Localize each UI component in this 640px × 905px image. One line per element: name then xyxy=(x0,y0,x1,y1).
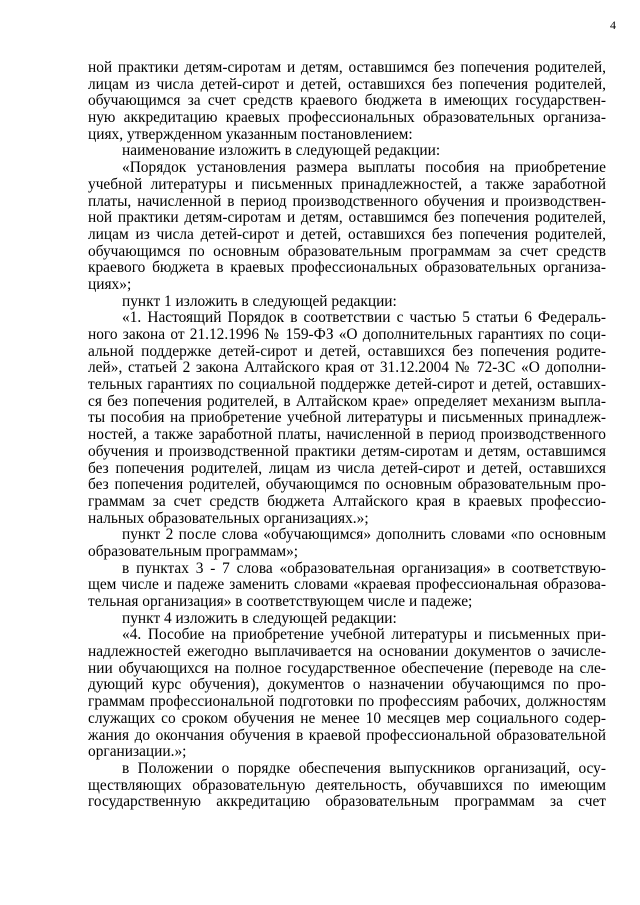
document-body xyxy=(88,60,606,811)
text-line: обучающимся за счет средств краевого бюджета в имеющих государствен- xyxy=(88,92,606,110)
text-line: государственную аккредитацию образовательным программам за счет xyxy=(88,793,606,811)
text-line: образовательным программам»; xyxy=(88,542,299,560)
text-line: лей», статьей 2 закона Алтайского края от 31.12.2004 № 72-ЗС «О дополни- xyxy=(88,359,606,377)
text-line: пункт 1 изложить в следующей редакции: xyxy=(122,292,397,310)
text-line: ного закона от 21.12.1996 № 159-ФЗ «О дополнительных гарантиях по соци- xyxy=(88,326,606,343)
text-line: ной практики детям-сиротам и детям, оставшимся без попечения родителей, xyxy=(88,59,606,76)
text-line: ся без попечения родителей, в Алтайском крае» определяет механизм выпла- xyxy=(88,392,606,410)
paragraph xyxy=(88,310,606,527)
text-line: ществляющих образовательную деятельность, обучавшихся по имеющим xyxy=(88,776,606,794)
text-line: без попечения родителей, лицам из числа детей-сирот и детей, оставшихся xyxy=(88,459,606,477)
text-line: нальных образовательных организациях.»; xyxy=(88,509,369,527)
text-line: «1. Настоящий Порядок в соответствии с частью 5 статьи 6 Федераль- xyxy=(122,309,606,327)
paragraph xyxy=(88,611,606,628)
text-line: в пунктах 3 - 7 слова «образовательная организация» в соответствую- xyxy=(122,559,606,577)
text-line: граммам за счет средств бюджета Алтайского края в краевых профессио- xyxy=(88,492,606,510)
paragraph xyxy=(88,561,606,611)
text-line: пункт 2 после слова «обучающимся» дополнить словами «по основным xyxy=(122,526,606,544)
text-line: тельная организация» в соответствующем числе и падеже; xyxy=(88,593,473,610)
text-line: краевого бюджета в краевых профессиональных образовательных организа- xyxy=(88,259,606,277)
text-line: нии обучающихся на полное государственное обеспечение (переводе на сле- xyxy=(88,659,606,677)
text-line: тельных гарантиях по социальной поддержке детей-сирот и детей, оставших- xyxy=(88,376,606,394)
text-line: ты пособия на приобретение учебной литературы и письменных принадлеж- xyxy=(88,409,606,427)
text-line: циях, утвержденном указанным постановлением: xyxy=(88,125,413,143)
text-line: щем числе и падеже заменить словами «краевая профессиональная образова- xyxy=(88,576,606,594)
paragraph xyxy=(88,761,606,811)
text-line: без попечения родителей, обучающимся по основным образовательным про- xyxy=(88,476,606,494)
text-line: ной практики детям-сиротам и детям, оставшимся без попечения родителей, xyxy=(88,209,606,227)
text-line: альной поддержке детей-сирот и детей, оставшихся без попечения родите- xyxy=(88,342,606,360)
paragraph xyxy=(88,143,606,160)
text-line: организации.»; xyxy=(88,743,187,761)
text-line: жания до окончания обучения в краевой профессиональной образовательной xyxy=(88,726,606,744)
text-line: циях»; xyxy=(88,275,132,293)
text-line: учебной литературы и письменных принадлежностей, а также заработной xyxy=(88,175,606,193)
text-line: «Порядок установления размера выплаты пособия на приобретение xyxy=(122,159,606,177)
paragraph xyxy=(88,627,606,761)
text-line: пункт 4 изложить в следующей редакции: xyxy=(122,609,397,627)
page-number: 4 xyxy=(610,18,616,32)
text-line: обучающимся по основным образовательным программам за счет средств xyxy=(88,242,606,260)
text-line: лицам из числа детей-сирот и детей, оставшихся без попечения родителей, xyxy=(88,75,606,93)
text-line: граммам профессиональной подготовки по профессиям рабочих, должностям xyxy=(88,693,606,711)
text-line: в Положении о порядке обеспечения выпускников организаций, осу- xyxy=(122,759,606,777)
paragraph xyxy=(88,527,606,560)
text-line: ностей, а также заработной платы, начисленной в период производственного xyxy=(88,426,606,444)
text-line: лицам из числа детей-сирот и детей, оставшихся без попечения родителей, xyxy=(88,225,606,243)
paragraph xyxy=(88,160,606,294)
text-line: служащих со сроком обучения не менее 10 месяцев мер социального содер- xyxy=(88,709,606,727)
text-line: наименование изложить в следующей редакции: xyxy=(122,142,441,160)
text-line: «4. Пособие на приобретение учебной литературы и письменных при- xyxy=(122,626,606,644)
text-line: обучения и производственной практики детям-сиротам и детям, оставшимся xyxy=(88,442,606,460)
paragraph xyxy=(88,294,606,311)
text-line: дующий курс обучения), документов о назначении обучающимся по про- xyxy=(88,676,606,694)
text-line: ную аккредитацию краевых профессиональных образовательных организа- xyxy=(88,109,606,127)
text-line: надлежностей ежегодно выплачивается на основании документов о зачисле- xyxy=(88,643,606,661)
text-line: платы, начисленной в период производственного обучения и производствен- xyxy=(88,192,606,210)
paragraph xyxy=(88,60,606,143)
